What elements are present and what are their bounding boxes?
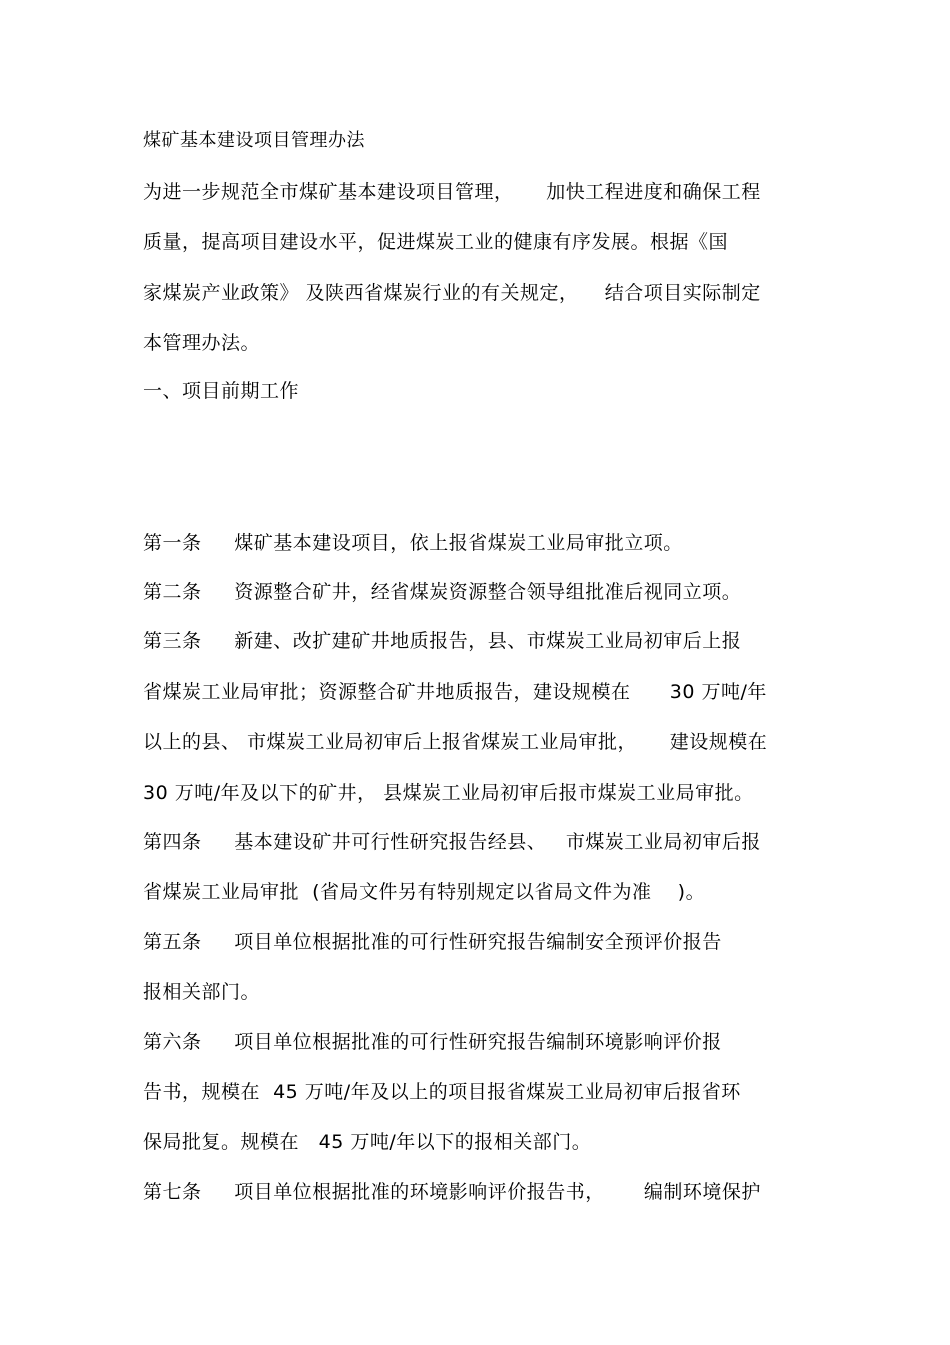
document-title: 煤矿基本建设项目管理办法 <box>143 130 365 151</box>
article-line: 保局批复。规模在 45 万吨/年以下的报相关部门。 <box>143 1131 592 1153</box>
intro-line: 为进一步规范全市煤矿基本建设项目管理， 加快工程进度和确保工程 <box>143 181 761 203</box>
article-line: 省煤炭工业局审批 (省局文件另有特别规定以省局文件为准 )。 <box>143 881 706 903</box>
article-line: 第一条 煤矿基本建设项目，依上报省煤炭工业局审批立项。 <box>143 532 683 554</box>
intro-line: 本管理办法。 <box>143 332 261 354</box>
article-line: 第七条 项目单位根据批准的环境影响评价报告书， 编制环境保护 <box>143 1181 761 1203</box>
article-line: 报相关部门。 <box>143 981 261 1003</box>
intro-line: 家煤炭产业政策》 及陕西省煤炭行业的有关规定， 结合项目实际制定 <box>143 282 761 304</box>
article-line: 第二条 资源整合矿井，经省煤炭资源整合领导组批准后视同立项。 <box>143 581 742 603</box>
article-line: 第三条 新建、改扩建矿井地质报告，县、市煤炭工业局初审后上报 <box>143 630 742 652</box>
intro-line: 质量，提高项目建设水平，促进煤炭工业的健康有序发展。根据《国 <box>143 231 729 253</box>
article-line: 省煤炭工业局审批；资源整合矿井地质报告，建设规模在 30 万吨/年 <box>143 681 767 703</box>
article-line: 告书，规模在 45 万吨/年及以上的项目报省煤炭工业局初审后报省环 <box>143 1081 741 1103</box>
section-heading: 一、项目前期工作 <box>143 380 300 402</box>
article-line: 第四条 基本建设矿井可行性研究报告经县、 市煤炭工业局初审后报 <box>143 831 761 853</box>
article-line: 第五条 项目单位根据批准的可行性研究报告编制安全预评价报告 <box>143 931 722 953</box>
article-line: 以上的县、 市煤炭工业局初审后上报省煤炭工业局审批， 建设规模在 <box>143 731 768 753</box>
article-line: 第六条 项目单位根据批准的可行性研究报告编制环境影响评价报 <box>143 1031 722 1053</box>
article-line: 30 万吨/年及以下的矿井， 县煤炭工业局初审后报市煤炭工业局审批。 <box>143 782 754 804</box>
